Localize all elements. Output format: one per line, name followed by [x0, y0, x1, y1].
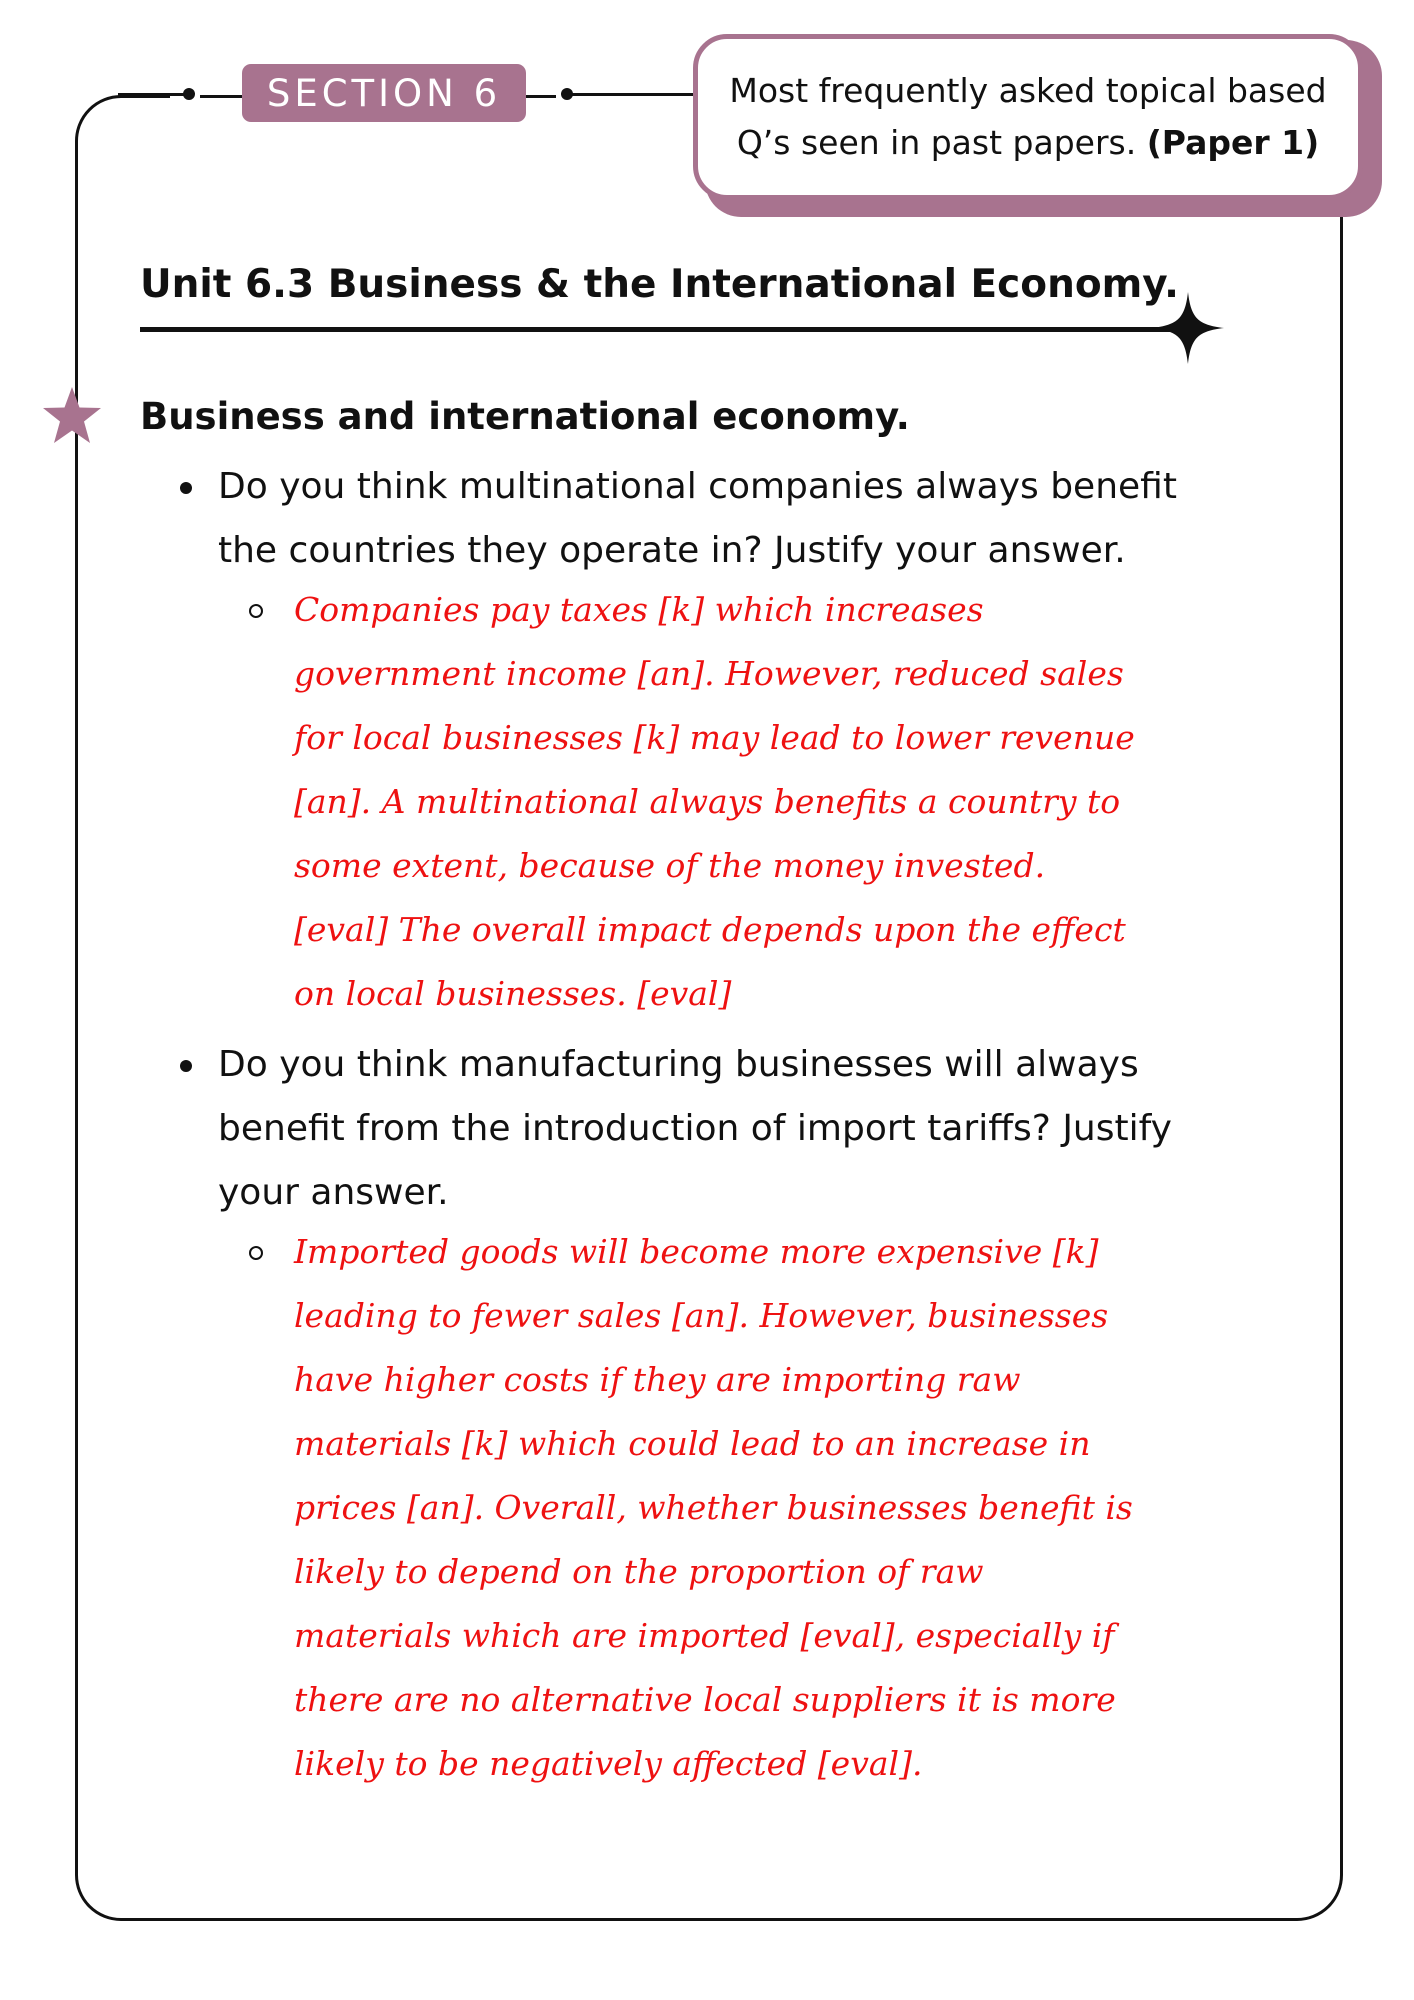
answer-2	[294, 1220, 1294, 1796]
question-2	[218, 1033, 1258, 1225]
answer-2-line-7: materials which are imported [eval], especially if	[294, 1616, 1115, 1655]
answer-1-line-1: Companies pay taxes [k] which increases	[294, 590, 984, 629]
sparkle-icon	[1152, 292, 1224, 364]
answer-1-line-4: [an]. A multinational always benefits a country to	[294, 782, 1121, 821]
note-paper-label: (Paper 1)	[1146, 123, 1320, 162]
section-label: SECTION 6	[242, 64, 526, 122]
connector-dot-left	[183, 88, 195, 100]
answer-1-line-5: some extent, because of the money invested.	[294, 846, 1046, 885]
question-1-bullet	[180, 482, 192, 494]
answer-1-marker	[249, 604, 263, 618]
title-underline	[140, 327, 1170, 332]
answer-1-line-7: on local businesses. [eval]	[294, 974, 732, 1013]
answer-2-line-5: prices [an]. Overall, whether businesses benefit is	[294, 1488, 1133, 1527]
answer-1	[294, 578, 1294, 1026]
answer-2-line-3: have higher costs if they are importing raw	[294, 1360, 1021, 1399]
unit-title: Unit 6.3 Business & the International Economy.	[140, 262, 1179, 307]
connector-line-left	[118, 93, 188, 96]
question-1-line-1: Do you think multinational companies always benefit	[218, 466, 1177, 507]
answer-1-line-6: [eval] The overall impact depends upon the effect	[294, 910, 1126, 949]
answer-2-line-1: Imported goods will become more expensive [k]	[294, 1232, 1099, 1271]
connector-line-right	[566, 93, 698, 96]
frame-gap-right	[556, 88, 702, 104]
answer-2-line-2: leading to fewer sales [an]. However, businesses	[294, 1296, 1109, 1335]
answer-2-line-9: likely to be negatively affected [eval].	[294, 1744, 923, 1783]
question-2-line-3: your answer.	[218, 1172, 449, 1213]
note-box	[693, 34, 1363, 200]
question-2-bullet	[180, 1060, 192, 1072]
answer-2-line-4: materials [k] which could lead to an increase in	[294, 1424, 1091, 1463]
star-icon	[42, 386, 102, 444]
answer-1-line-3: for local businesses [k] may lead to lower revenue	[294, 718, 1135, 757]
answer-2-line-8: there are no alternative local suppliers it is more	[294, 1680, 1116, 1719]
note-line-2	[737, 117, 1319, 169]
question-1-line-2: the countries they operate in? Justify your answer.	[218, 530, 1126, 571]
topic-heading: Business and international economy.	[140, 395, 910, 438]
question-2-line-2: benefit from the introduction of import tariffs? Justify	[218, 1108, 1172, 1149]
question-1	[218, 455, 1258, 583]
answer-2-marker	[249, 1246, 263, 1260]
note-line-2-text: Q’s seen in past papers.	[736, 123, 1137, 162]
note-line-1: Most frequently asked topical based	[729, 71, 1327, 110]
answer-1-line-2: government income [an]. However, reduced sales	[294, 654, 1124, 693]
answer-2-line-6: likely to depend on the proportion of raw	[294, 1552, 984, 1591]
question-2-line-1: Do you think manufacturing businesses will always	[218, 1044, 1139, 1085]
